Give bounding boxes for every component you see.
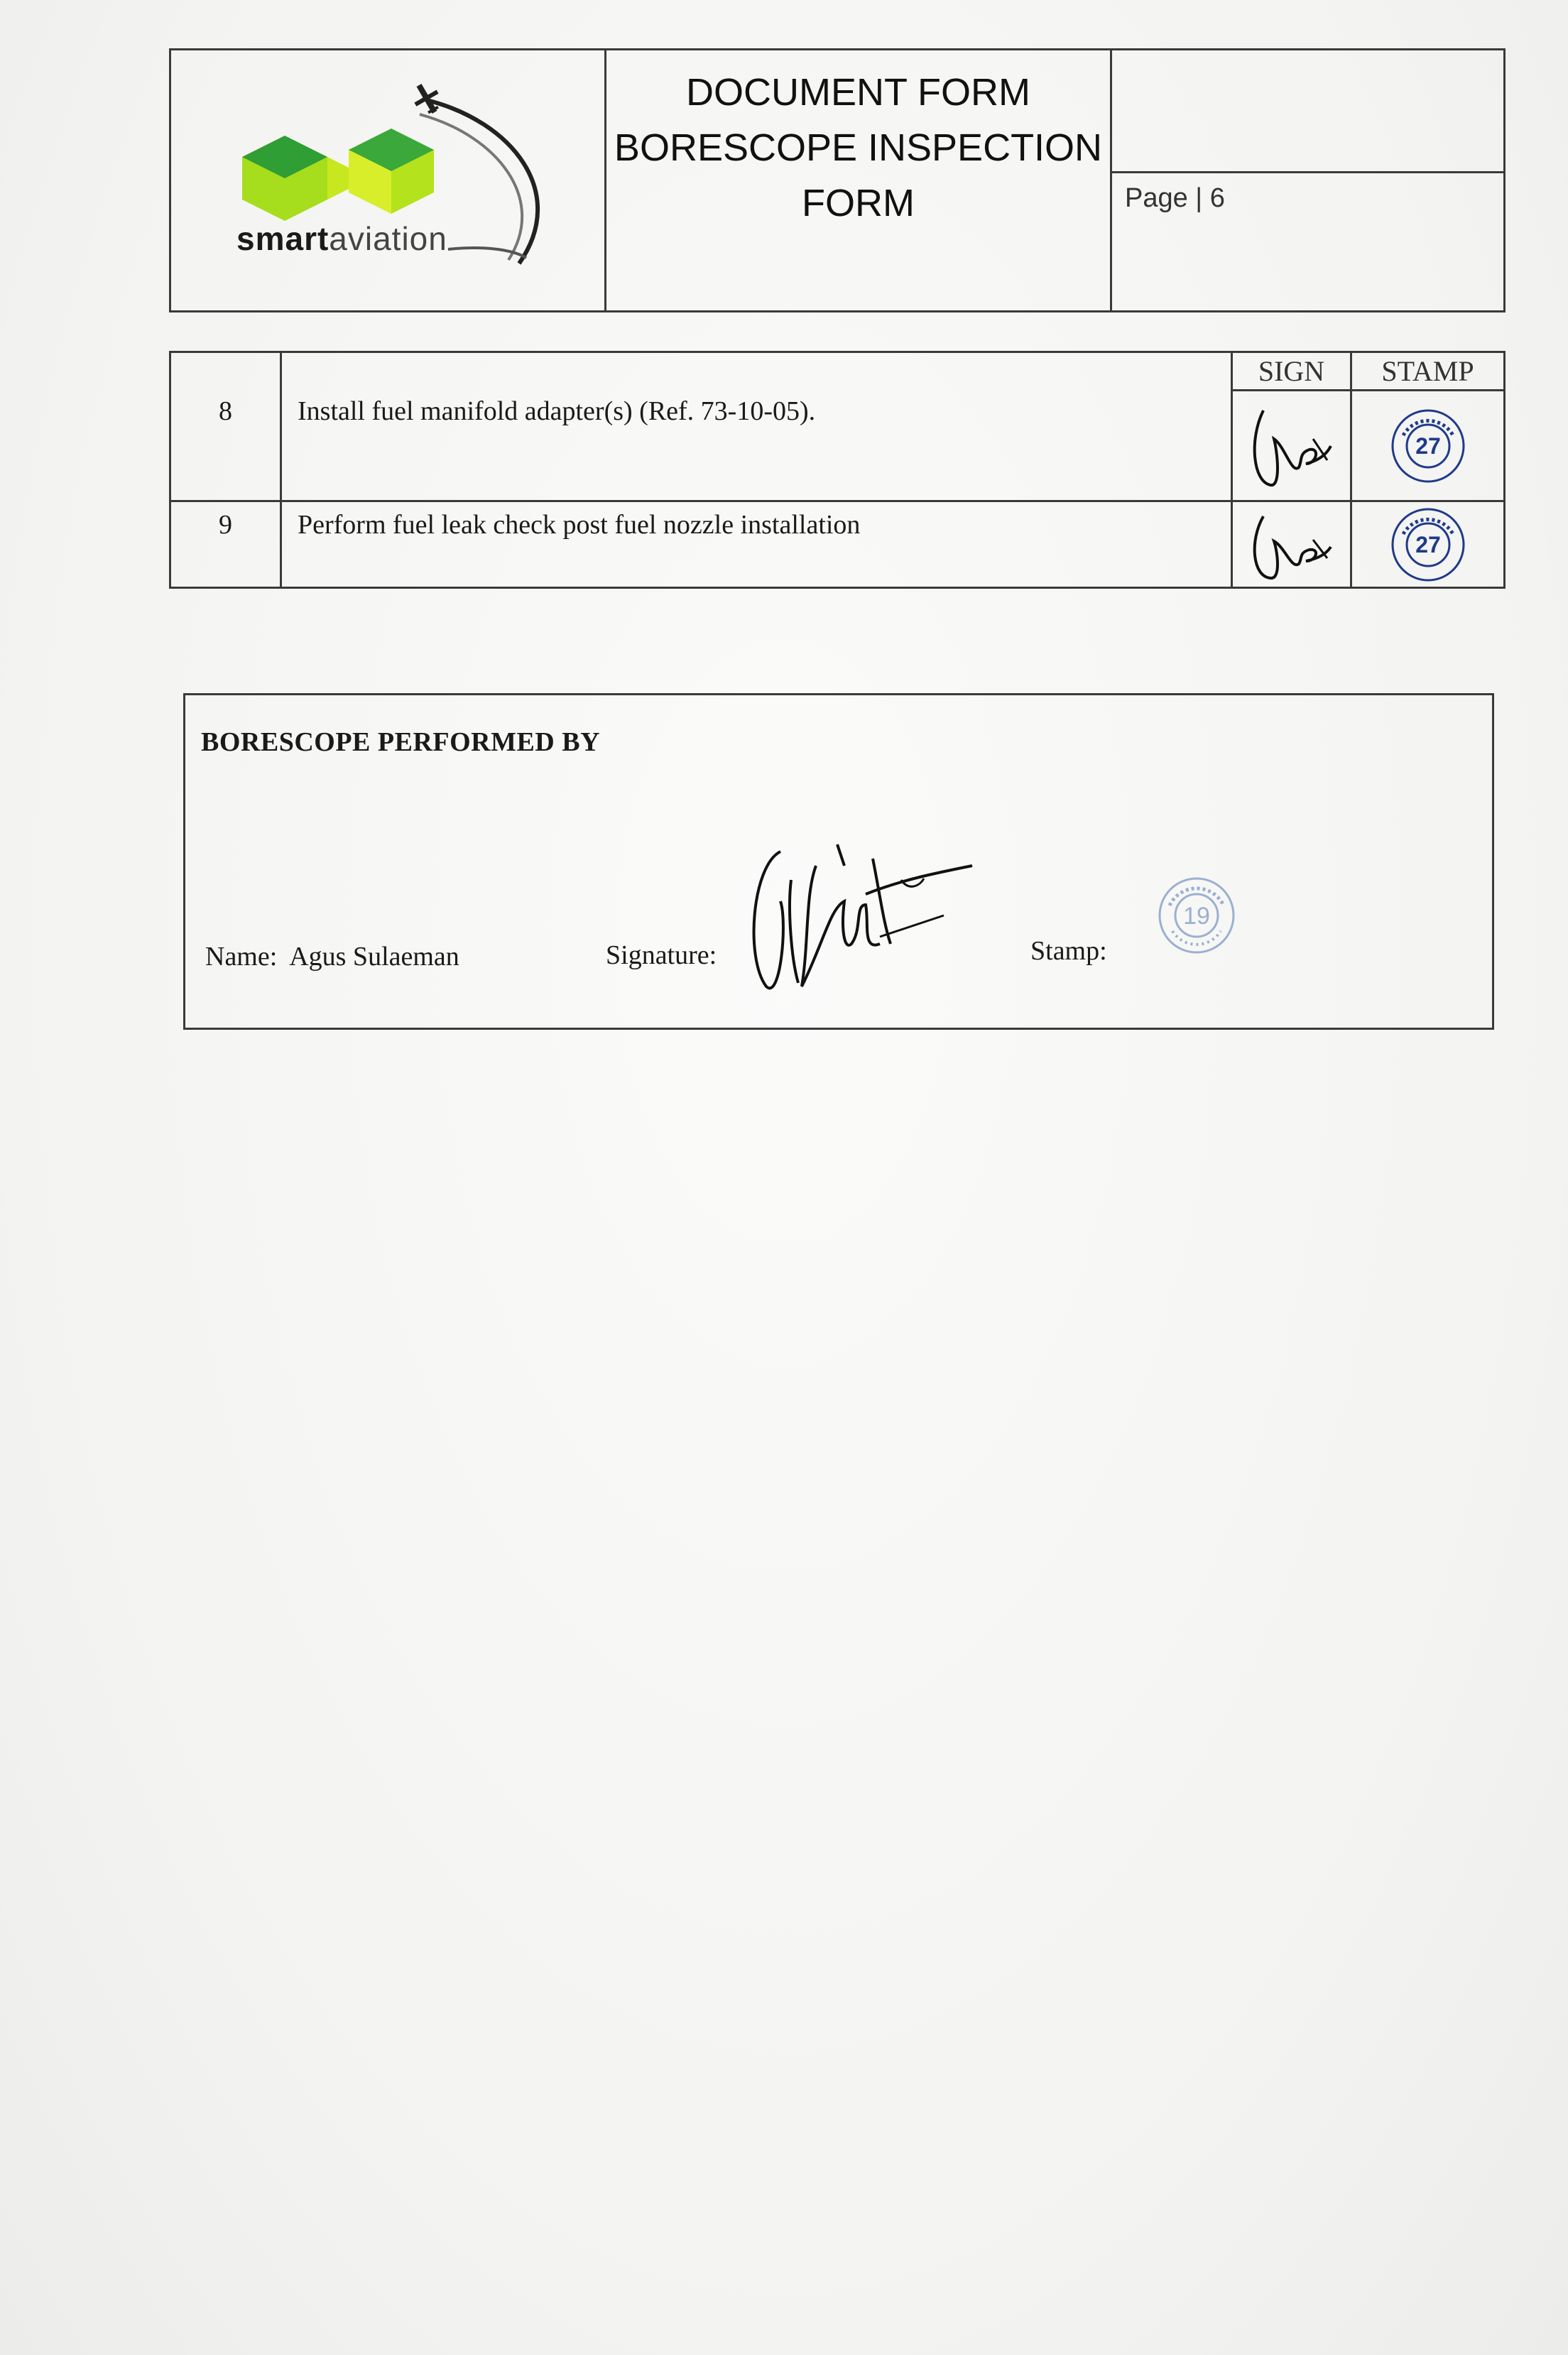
header-meta xyxy=(1112,50,1503,310)
table-row xyxy=(170,501,1505,588)
stamp-number: 27 xyxy=(1415,433,1441,459)
stamp-label: Stamp: xyxy=(1030,936,1107,966)
initials-signature-icon xyxy=(1242,396,1341,496)
logo-brand-light: aviation xyxy=(329,220,447,257)
page-number: Page | 6 xyxy=(1125,183,1225,213)
handwritten-signature-icon xyxy=(738,837,979,1001)
sign-column-header: SIGN xyxy=(1232,352,1351,391)
performer-stamp-icon xyxy=(1157,876,1236,955)
step-description: Install fuel manifold adapter(s) (Ref. 73-10-05). xyxy=(281,352,1232,501)
performer-name xyxy=(205,941,459,972)
steps-header-row xyxy=(170,352,1505,391)
title-line-2: BORESCOPE INSPECTION xyxy=(614,126,1103,169)
sign-cell xyxy=(1232,501,1351,588)
signature-label: Signature: xyxy=(606,940,717,970)
initials-signature-icon xyxy=(1242,506,1341,584)
document-header xyxy=(169,48,1506,312)
title-line-1: DOCUMENT FORM xyxy=(686,71,1030,114)
inspector-stamp-icon xyxy=(1389,407,1467,485)
performed-by-title: BORESCOPE PERFORMED BY xyxy=(201,727,601,757)
stamp-number: 19 xyxy=(1183,903,1210,930)
document-title xyxy=(606,50,1112,310)
stamp-column-header: STAMP xyxy=(1351,352,1505,391)
sign-cell xyxy=(1232,391,1351,501)
step-description: Perform fuel leak check post fuel nozzle installation xyxy=(281,501,1232,588)
stamp-cell xyxy=(1351,501,1505,588)
step-number: 9 xyxy=(170,501,281,588)
stamp-number: 27 xyxy=(1415,531,1441,558)
step-number: 8 xyxy=(170,352,281,501)
title-line-3: FORM xyxy=(802,182,915,224)
header-meta-blank xyxy=(1112,50,1503,173)
steps-table xyxy=(169,351,1506,589)
logo-cell xyxy=(171,50,606,310)
logo-brand-bold: smart xyxy=(236,220,330,257)
name-label: Name: xyxy=(205,942,278,972)
name-value: Agus Sulaeman xyxy=(289,942,459,972)
performed-by-box xyxy=(183,693,1494,1030)
logo-wordmark xyxy=(236,219,447,258)
stamp-cell xyxy=(1351,391,1505,501)
inspector-stamp-icon xyxy=(1389,506,1467,584)
